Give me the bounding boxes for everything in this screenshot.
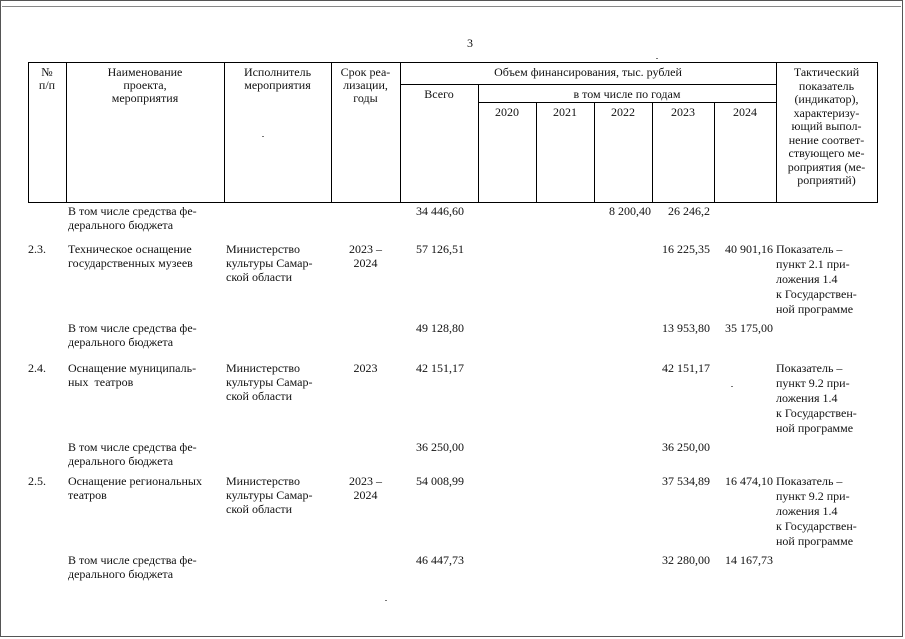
header-executor: Исполнитель мероприятия xyxy=(243,65,312,92)
header-by-years: в том числе по годам xyxy=(573,87,681,101)
header-year: 2024 xyxy=(733,105,757,119)
col-line xyxy=(877,62,878,202)
cell-2024: 35 175,00 xyxy=(725,321,773,335)
cell-2023: 37 534,89 xyxy=(662,474,710,488)
cell-2023: 13 953,80 xyxy=(662,321,710,335)
col-line xyxy=(400,62,401,202)
cell-2023: 32 280,00 xyxy=(662,553,710,567)
header-term: Срок реа- лизации, годы xyxy=(340,65,391,105)
cell-name: В том числе средства фе- дерального бюджета xyxy=(68,553,197,581)
header-funding-line xyxy=(400,84,776,85)
header-year: 2023 xyxy=(671,105,695,119)
cell-name: Оснащение муниципаль- ных театров xyxy=(68,361,197,389)
cell-total: 54 008,99 xyxy=(416,474,464,488)
header-name: Наименование проекта, мероприятия xyxy=(107,65,183,105)
cell-num: 2.5. xyxy=(28,474,46,488)
cell-2024: 40 901,16 xyxy=(725,242,773,256)
header-num: № п/п xyxy=(38,65,56,92)
header-year: 2020 xyxy=(495,105,519,119)
cell-indicator: Показатель – пункт 9.2 при- ложения 1.4 к Государствен- ной программе xyxy=(776,361,857,435)
cell-indicator: Показатель – пункт 9.2 при- ложения 1.4 к Государствен- ной программе xyxy=(776,474,857,548)
cell-total: 36 250,00 xyxy=(416,440,464,454)
cell-total: 46 447,73 xyxy=(416,553,464,567)
cell-name: Оснащение региональных театров xyxy=(68,474,202,502)
top-divider xyxy=(2,6,901,7)
header-indicator: Тактический показатель (индикатор), характеризу- ющий выпол- нение соответ- ствующего ме- роприятия (ме- роприятий) xyxy=(787,65,866,187)
cell-name: В том числе средства фе- дерального бюджета xyxy=(68,204,197,232)
header-years-line xyxy=(478,102,776,103)
cell-2023: 16 225,35 xyxy=(662,242,710,256)
cell-2022: 8 200,40 xyxy=(609,204,651,218)
cell-2024: 16 474,10 xyxy=(725,474,773,488)
scan-speck xyxy=(385,600,387,601)
header-top-line xyxy=(28,62,878,63)
header-year: 2022 xyxy=(611,105,635,119)
cell-term: 2023 xyxy=(353,361,378,375)
cell-executor: Министерство культуры Самар- ской области xyxy=(226,361,313,403)
cell-indicator: Показатель – пункт 2.1 при- ложения 1.4 к Государствен- ной программе xyxy=(776,242,857,316)
cell-executor: Министерство культуры Самар- ской области xyxy=(226,474,313,516)
cell-total: 34 446,60 xyxy=(416,204,464,218)
header-year: 2021 xyxy=(553,105,577,119)
header-total: Всего xyxy=(424,87,454,101)
cell-2023: 26 246,2 xyxy=(668,204,710,218)
cell-2023: 36 250,00 xyxy=(662,440,710,454)
cell-total: 57 126,51 xyxy=(416,242,464,256)
cell-name: В том числе средства фе- дерального бюджета xyxy=(68,321,197,349)
cell-total: 42 151,17 xyxy=(416,361,464,375)
header-funding: Объем финансирования, тыс. рублей xyxy=(494,65,682,79)
cell-num: 2.3. xyxy=(28,242,46,256)
cell-name: Техническое оснащение государственных музеев xyxy=(68,242,193,270)
scan-speck xyxy=(731,386,733,387)
header-bottom-line xyxy=(28,202,878,203)
cell-executor: Министерство культуры Самар- ской области xyxy=(226,242,313,284)
cell-term: 2023 – 2024 xyxy=(349,242,382,270)
scan-speck xyxy=(656,58,658,59)
cell-2024: 14 167,73 xyxy=(725,553,773,567)
cell-2023: 42 151,17 xyxy=(662,361,710,375)
cell-term: 2023 – 2024 xyxy=(349,474,382,502)
cell-num: 2.4. xyxy=(28,361,46,375)
scan-speck xyxy=(262,136,264,137)
table-header xyxy=(28,62,878,202)
cell-name: В том числе средства фе- дерального бюджета xyxy=(68,440,197,468)
col-line xyxy=(478,84,479,202)
cell-total: 49 128,80 xyxy=(416,321,464,335)
page-number: 3 xyxy=(467,36,473,50)
